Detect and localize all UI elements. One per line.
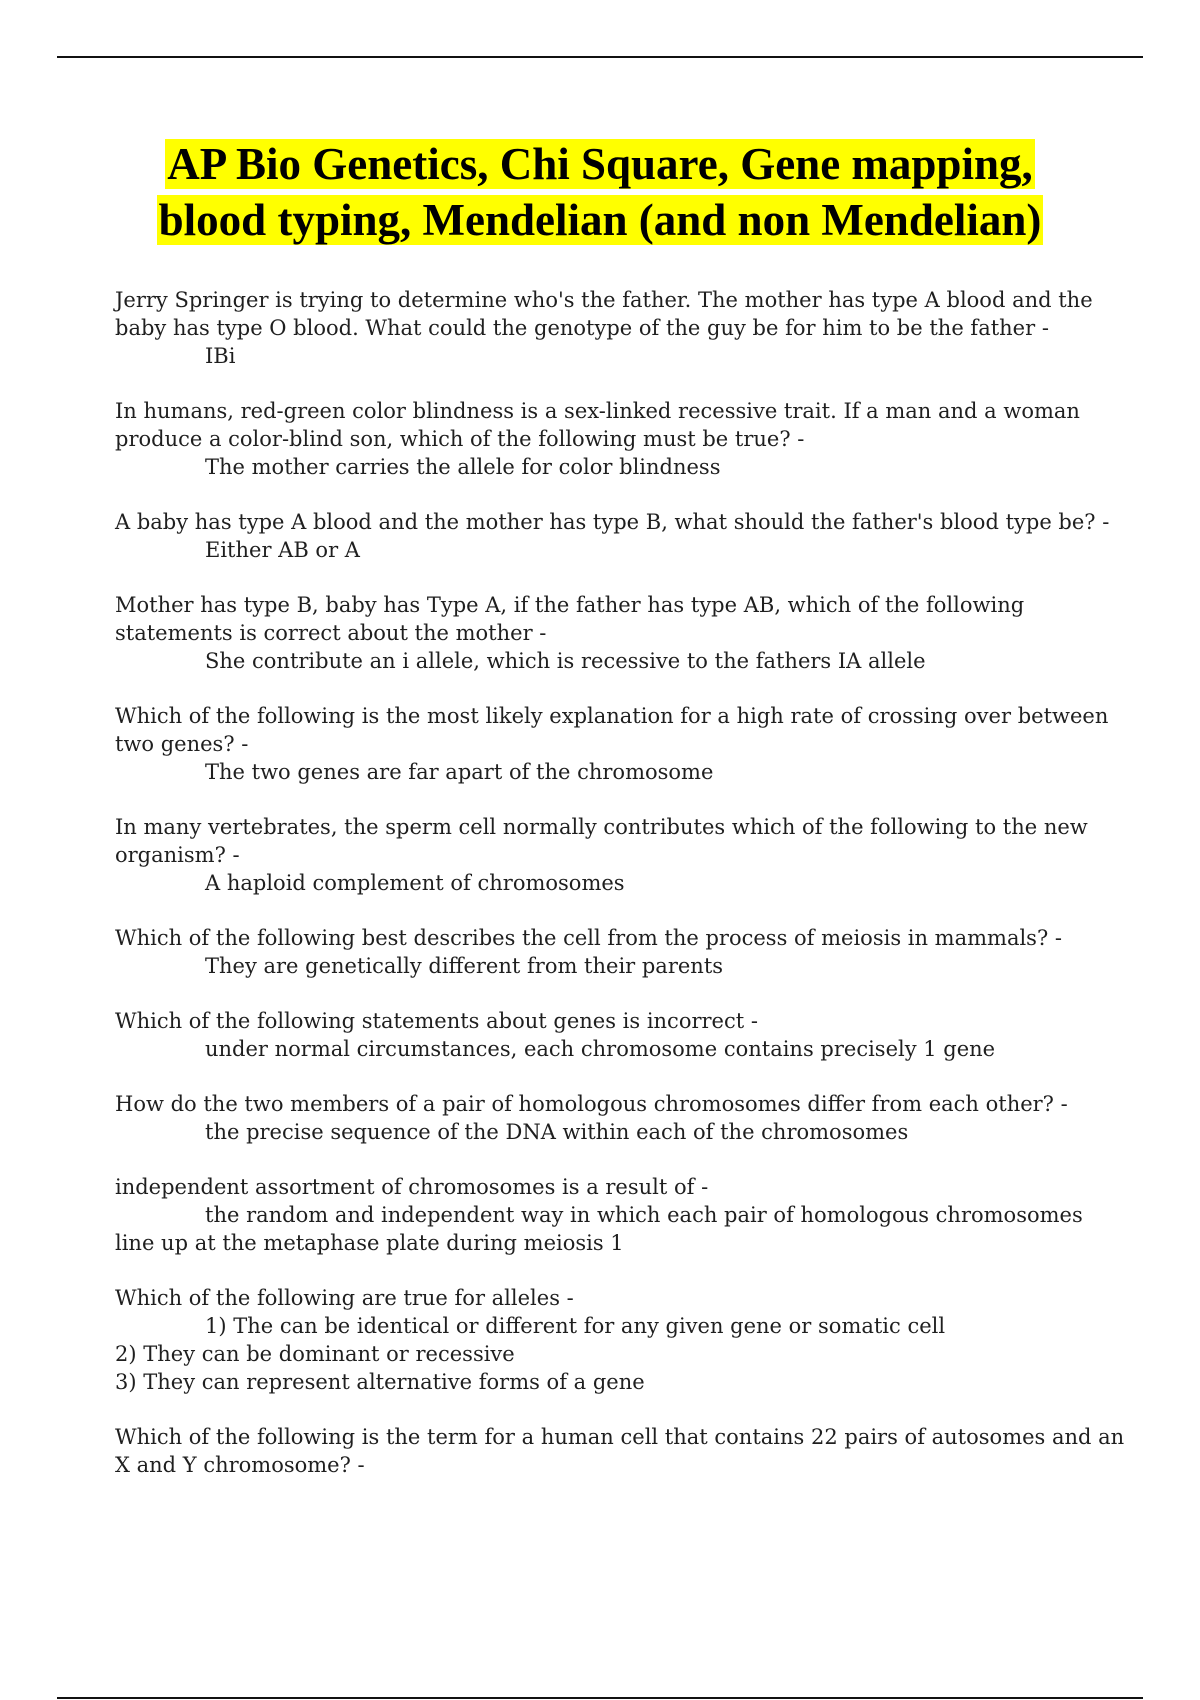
answer-text: under normal circumstances, each chromosome contains precisely 1 gene: [205, 1037, 996, 1061]
question-text: How do the two members of a pair of homologous chromosomes differ from each other? -: [115, 1092, 1068, 1116]
question-text: Which of the following is the term for a human cell that contains 22 pairs of autosomes and an X and Y chromosome? -: [115, 1425, 1125, 1477]
footer-rule: [57, 1697, 1143, 1699]
question-text: Which of the following is the most likely explanation for a high rate of crossing over between two genes? -: [115, 704, 1109, 756]
question-text: A baby has type A blood and the mother has type B, what should the father's blood type be? -: [115, 510, 1110, 534]
question-text: Mother has type B, baby has Type A, if the father has type AB, which of the following statements is correct about the mother -: [115, 593, 1025, 645]
question-answer-list: [115, 286, 1125, 1506]
answer-extra-line: 3) They can represent alternative forms of a gene: [115, 1370, 645, 1394]
document-title: [0, 136, 1200, 248]
qa-item: [115, 591, 1125, 675]
answer-text: A haploid complement of chromosomes: [205, 871, 625, 895]
qa-item: [115, 508, 1125, 564]
question-text: In humans, red-green color blindness is a sex-linked recessive trait. If a man and a woman produce a color-blind son, which of the following must be true? -: [115, 399, 1080, 451]
question-text: Which of the following are true for alleles -: [115, 1286, 574, 1310]
qa-item: [115, 1423, 1125, 1479]
answer-text: She contribute an i allele, which is recessive to the fathers IA allele: [205, 649, 926, 673]
answer-text: 1) The can be identical or different for any given gene or somatic cell: [205, 1314, 946, 1338]
answer-text: IBi: [205, 344, 236, 368]
qa-item: [115, 702, 1125, 786]
answer-extra-line: 2) They can be dominant or recessive: [115, 1342, 515, 1366]
qa-item: [115, 397, 1125, 481]
qa-item: [115, 1284, 1125, 1396]
answer-text: The two genes are far apart of the chromosome: [205, 760, 714, 784]
qa-item: [115, 286, 1125, 370]
question-text: independent assortment of chromosomes is a result of -: [115, 1175, 709, 1199]
qa-item: [115, 813, 1125, 897]
answer-text: the precise sequence of the DNA within each of the chromosomes: [205, 1120, 909, 1144]
question-text: In many vertebrates, the sperm cell normally contributes which of the following to the new organism? -: [115, 815, 1088, 867]
qa-item: [115, 1007, 1125, 1063]
qa-item: [115, 924, 1125, 980]
answer-text: Either AB or A: [205, 538, 360, 562]
answer-text: the random and independent way in which each pair of homologous chromosomes line up at the metaphase plate during meiosis 1: [115, 1203, 1083, 1255]
qa-item: [115, 1173, 1125, 1257]
header-rule: [57, 56, 1143, 58]
question-text: Jerry Springer is trying to determine who's the father. The mother has type A blood and the baby has type O blood. What could the genotype of the guy be for him to be the father -: [115, 288, 1093, 340]
answer-text: The mother carries the allele for color blindness: [205, 455, 721, 479]
question-text: Which of the following best describes the cell from the process of meiosis in mammals? -: [115, 926, 1062, 950]
title-block: [0, 136, 1200, 248]
answer-text: They are genetically different from their parents: [205, 954, 724, 978]
title-line-1: AP Bio Genetics, Chi Square, Gene mapping,: [167, 139, 1033, 189]
qa-item: [115, 1090, 1125, 1146]
question-text: Which of the following statements about genes is incorrect -: [115, 1009, 758, 1033]
title-line-2: blood typing, Mendelian (and non Mendelian): [158, 195, 1042, 245]
